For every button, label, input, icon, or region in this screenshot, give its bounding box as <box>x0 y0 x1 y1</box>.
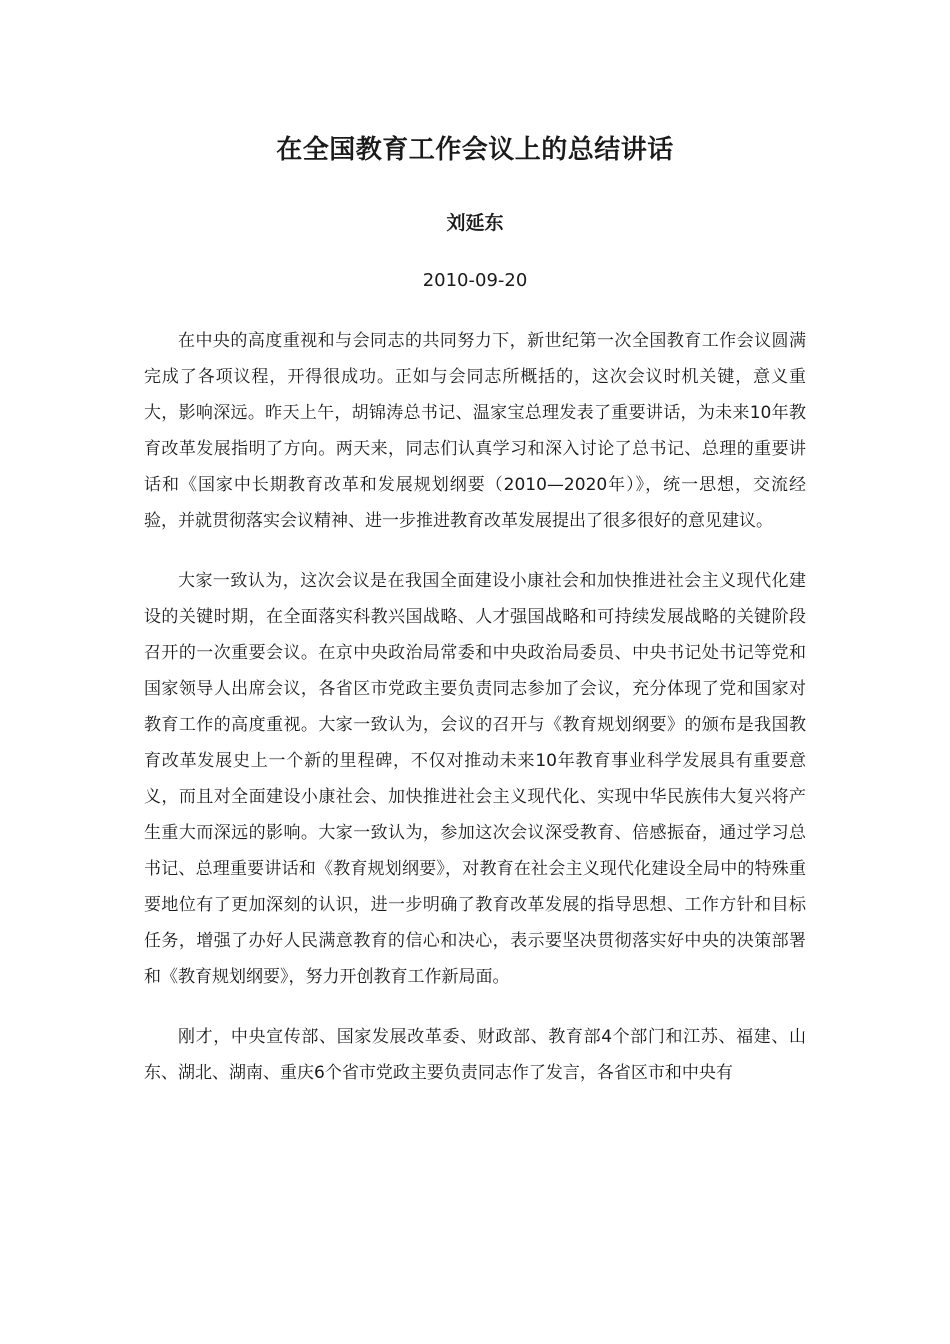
paragraph: 刚才，中央宣传部、国家发展改革委、财政部、教育部4个部门和江苏、福建、山东、湖北、湖南、重庆6个省市党政主要负责同志作了发言，各省区市和中央有 <box>144 1027 806 1083</box>
document-author: 刘延东 <box>446 212 504 234</box>
document-body <box>144 323 806 1115</box>
paragraph: 在中央的高度重视和与会同志的共同努力下，新世纪第一次全国教育工作会议圆满完成了各项议程，开得很成功。正如与会同志所概括的，这次会议时机关键，意义重大，影响深远。昨天上午，胡锦涛总书记、温家宝总理发表了重要讲话，为未来10年教育改革发展指明了方向。两天来，同志们认真学习和深入讨论了总书记、总理的重要讲话和《国家中长期教育改革和发展规划纲要（2010—2020年）》，统一思想，交流经验，并就贯彻落实会议精神、进一步推进教育改革发展提出了很多很好的意见建议。 <box>144 331 806 531</box>
document-date: 2010-09-20 <box>422 270 528 291</box>
paragraph: 大家一致认为，这次会议是在我国全面建设小康社会和加快推进社会主义现代化建设的关键时期，在全面落实科教兴国战略、人才强国战略和可持续发展战略的关键阶段召开的一次重要会议。在京中央政治局常委和中央政治局委员、中央书记处书记等党和国家领导人出席会议，各省区市党政主要负责同志参加了会议，充分体现了党和国家对教育工作的高度重视。大家一致认为，会议的召开与《教育规划纲要》的颁布是我国教育改革发展史上一个新的里程碑，不仅对推动未来10年教育事业科学发展具有重要意义，而且对全面建设小康社会、加快推进社会主义现代化、实现中华民族伟大复兴将产生重大而深远的影响。大家一致认为，参加这次会议深受教育、倍感振奋，通过学习总书记、总理重要讲话和《教育规划纲要》，对教育在社会主义现代化建设全局中的特殊重要地位有了更加深刻的认识，进一步明确了教育改革发展的指导思想、工作方针和目标任务，增强了办好人民满意教育的信心和决心，表示要坚决贯彻落实好中央的决策部署和《教育规划纲要》，努力开创教育工作新局面。 <box>144 571 806 987</box>
document-title: 在全国教育工作会议上的总结讲话 <box>276 135 674 165</box>
